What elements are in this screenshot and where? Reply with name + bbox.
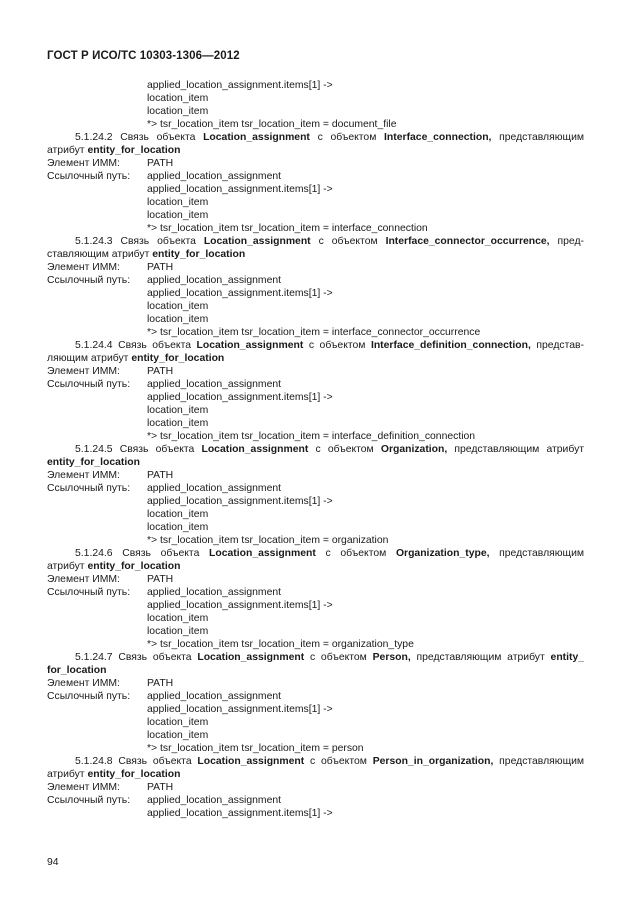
path-line: location_item	[147, 405, 209, 416]
path-line: location_item	[147, 626, 209, 637]
path-line: *> tsr_location_item tsr_location_item = interface_connector_occurrence	[147, 327, 481, 338]
page-number: 94	[47, 857, 59, 868]
path-line: location_item	[147, 210, 209, 221]
page-header: ГОСТ Р ИСО/ТС 10303-1306—2012	[47, 50, 240, 62]
path-line: *> tsr_location_item tsr_location_item = organization	[147, 535, 389, 546]
path-line: applied_location_assignment.items[1] ->	[147, 600, 333, 611]
ref-path-row: Ссылочный путь: applied_location_assignment	[47, 379, 282, 390]
path-line: location_item	[147, 106, 209, 117]
ref-path-row: Ссылочный путь: applied_location_assignment	[47, 587, 282, 598]
section-heading-cont: entity_for_location	[47, 457, 140, 468]
section-heading-cont: for_location	[47, 665, 107, 676]
section-heading-cont: ляющим атрибут entity_for_location	[47, 353, 225, 364]
ref-path-row: Ссылочный путь: applied_location_assignment	[47, 275, 282, 286]
path-line: location_item	[147, 509, 209, 520]
section-heading: 5.1.24.3 Связь объекта Location_assignment с объектом Interface_connector_occurrence, пред-	[75, 236, 584, 247]
element-row: Элемент ИММ: PATH	[47, 262, 174, 273]
path-line: location_item	[147, 613, 209, 624]
section-heading: 5.1.24.7 Связь объекта Location_assignment с объектом Person, представляющим атрибут entity_	[75, 652, 584, 663]
section-heading-cont: ставляющим атрибут entity_for_location	[47, 249, 246, 260]
path-line: location_item	[147, 197, 209, 208]
path-line: location_item	[147, 522, 209, 533]
section-heading: 5.1.24.6 Связь объекта Location_assignment с объектом Organization_type, представляющим	[75, 548, 584, 559]
section-heading: 5.1.24.4 Связь объекта Location_assignment с объектом Interface_definition_connection, представ-	[75, 340, 584, 351]
element-row: Элемент ИММ: PATH	[47, 678, 174, 689]
path-line: applied_location_assignment.items[1] ->	[147, 80, 333, 91]
path-line: applied_location_assignment.items[1] ->	[147, 288, 333, 299]
path-line: applied_location_assignment.items[1] ->	[147, 808, 333, 819]
element-row: Элемент ИММ: PATH	[47, 366, 174, 377]
element-row: Элемент ИММ: PATH	[47, 470, 174, 481]
path-line: location_item	[147, 301, 209, 312]
path-line: applied_location_assignment.items[1] ->	[147, 496, 333, 507]
path-line: applied_location_assignment.items[1] ->	[147, 704, 333, 715]
path-line: applied_location_assignment.items[1] ->	[147, 184, 333, 195]
document-body	[47, 79, 584, 820]
path-line: *> tsr_location_item tsr_location_item = interface_connection	[147, 223, 428, 234]
ref-path-row: Ссылочный путь: applied_location_assignment	[47, 795, 282, 806]
path-line: *> tsr_location_item tsr_location_item = organization_type	[147, 639, 414, 650]
section-heading: 5.1.24.2 Связь объекта Location_assignment с объектом Interface_connection, представляющим	[75, 132, 584, 143]
ref-path-row: Ссылочный путь: applied_location_assignment	[47, 691, 282, 702]
path-line: *> tsr_location_item tsr_location_item = document_file	[147, 119, 397, 130]
section-heading-cont: атрибут entity_for_location	[47, 769, 181, 780]
section-heading: 5.1.24.8 Связь объекта Location_assignment с объектом Person_in_organization, представляющим	[75, 756, 584, 767]
element-row: Элемент ИММ: PATH	[47, 574, 174, 585]
path-line: location_item	[147, 314, 209, 325]
path-line: location_item	[147, 730, 209, 741]
element-row: Элемент ИММ: PATH	[47, 158, 174, 169]
path-line: *> tsr_location_item tsr_location_item = person	[147, 743, 364, 754]
path-line: location_item	[147, 717, 209, 728]
path-line: *> tsr_location_item tsr_location_item = interface_definition_connection	[147, 431, 476, 442]
ref-path-row: Ссылочный путь: applied_location_assignment	[47, 483, 282, 494]
section-heading-cont: атрибут entity_for_location	[47, 145, 181, 156]
path-line: location_item	[147, 418, 209, 429]
section-heading: 5.1.24.5 Связь объекта Location_assignment с объектом Organization, представляющим атрибут	[75, 444, 584, 455]
path-line: applied_location_assignment.items[1] ->	[147, 392, 333, 403]
ref-path-row: Ссылочный путь: applied_location_assignment	[47, 171, 282, 182]
element-row: Элемент ИММ: PATH	[47, 782, 174, 793]
path-line: location_item	[147, 93, 209, 104]
section-heading-cont: атрибут entity_for_location	[47, 561, 181, 572]
